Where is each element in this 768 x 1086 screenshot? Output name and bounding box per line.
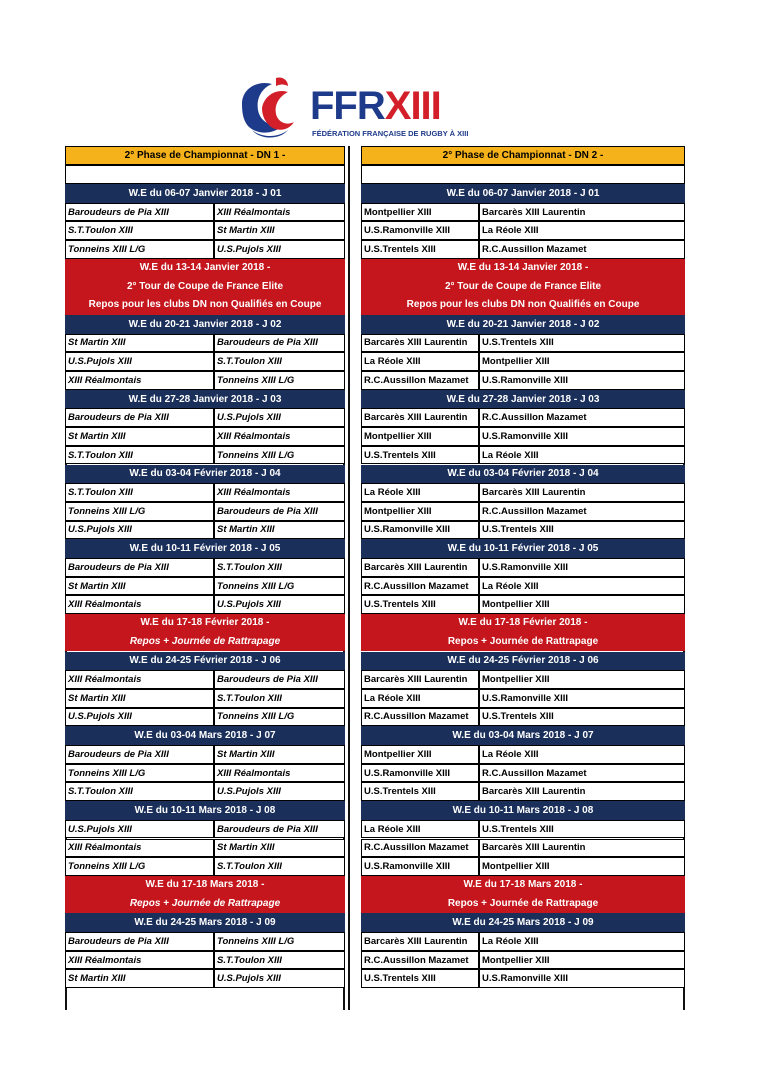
dn1-home-team: Tonneins XIII L/G xyxy=(65,502,214,521)
dn1-away-team: U.S.Pujols XIII xyxy=(214,408,345,427)
dn1-home-team: Baroudeurs de Pia XIII xyxy=(65,745,214,764)
dn1-away-team: Baroudeurs de Pia XIII xyxy=(214,670,345,689)
dn2-round-title: W.E du 10-11 Février 2018 - J 05 xyxy=(361,539,685,558)
dn2-home-team: U.S.Ramonville XIII xyxy=(361,857,479,876)
dn1-round-title: W.E du 24-25 Mars 2018 - J 09 xyxy=(65,913,345,932)
dn1-away-team: St Martin XIII xyxy=(214,521,345,540)
dn2-home-team: U.S.Trentels XIII xyxy=(361,595,479,614)
dn2-away-team: Montpellier XIII xyxy=(479,670,685,689)
dn2-away-team: R.C.Aussillon Mazamet xyxy=(479,502,685,521)
dn2-away-team: Montpellier XIII xyxy=(479,595,685,614)
dn1-home-team: Baroudeurs de Pia XIII xyxy=(65,203,214,222)
dn1-away-team: S.T.Toulon XIII xyxy=(214,951,345,970)
dn2-rest-line: Repos pour les clubs DN non Qualifiés en Coupe xyxy=(406,299,640,311)
dn1-round-title: W.E du 27-28 Janvier 2018 - J 03 xyxy=(65,390,345,409)
dn2-away-team: La Réole XIII xyxy=(479,745,685,764)
dn1-home-team: S.T.Toulon XIII xyxy=(65,483,214,502)
dn2-rest-line: Repos + Journée de Rattrapage xyxy=(447,897,599,909)
dn1-round-title: W.E du 06-07 Janvier 2018 - J 01 xyxy=(65,184,345,203)
dn2-home-team: U.S.Trentels XIII xyxy=(361,782,479,801)
dn2-round-title: W.E du 24-25 Février 2018 - J 06 xyxy=(361,652,685,671)
dn1-home-team: U.S.Pujols XIII xyxy=(65,820,214,839)
dn2-home-team: R.C.Aussillon Mazamet xyxy=(361,951,479,970)
dn1-away-team: U.S.Pujols XIII xyxy=(214,782,345,801)
dn1-home-team: Baroudeurs de Pia XIII xyxy=(65,408,214,427)
dn1-away-team: St Martin XIII xyxy=(214,839,345,858)
dn2-away-team: U.S.Trentels XIII xyxy=(479,521,685,540)
dn1-away-team: U.S.Pujols XIII xyxy=(214,240,345,259)
dn2-home-team: U.S.Trentels XIII xyxy=(361,446,479,465)
dn1-rest-line: W.E du 13-14 Janvier 2018 - xyxy=(139,261,271,273)
dn2-away-team: R.C.Aussillon Mazamet xyxy=(479,764,685,783)
dn1-away-team: S.T.Toulon XIII xyxy=(214,689,345,708)
dn1-spacer xyxy=(65,165,345,184)
dn1-away-team: Tonneins XIII L/G xyxy=(214,577,345,596)
dn1-home-team: S.T.Toulon XIII xyxy=(65,782,214,801)
dn2-round-title: W.E du 10-11 Mars 2018 - J 08 xyxy=(361,801,685,820)
dn1-home-team: XIII Réalmontais xyxy=(65,839,214,858)
dn1-rest-block xyxy=(65,614,345,651)
dn2-home-team: La Réole XIII xyxy=(361,483,479,502)
dn1-home-team: XIII Réalmontais xyxy=(65,595,214,614)
dn1-home-team: U.S.Pujols XIII xyxy=(65,708,214,727)
dn2-rest-line: W.E du 17-18 Mars 2018 - xyxy=(463,878,583,890)
dn2-home-team: Montpellier XIII xyxy=(361,502,479,521)
dn1-rest-line: 2° Tour de Coupe de France Elite xyxy=(126,280,284,292)
dn2-away-team: R.C.Aussillon Mazamet xyxy=(479,408,685,427)
dn1-home-team: St Martin XIII xyxy=(65,969,214,988)
dn2-home-team: R.C.Aussillon Mazamet xyxy=(361,577,479,596)
dn2-rest-block xyxy=(361,614,685,651)
dn2-home-team: Barcarès XIII Laurentin xyxy=(361,558,479,577)
dn2-round-title: W.E du 24-25 Mars 2018 - J 09 xyxy=(361,913,685,932)
dn1-home-team: St Martin XIII xyxy=(65,577,214,596)
dn1-away-team: Tonneins XIII L/G xyxy=(214,932,345,951)
dn2-rest-line: W.E du 17-18 Février 2018 - xyxy=(458,617,588,629)
dn1-round-title: W.E du 10-11 Mars 2018 - J 08 xyxy=(65,801,345,820)
dn2-rest-line: Repos + Journée de Rattrapage xyxy=(447,635,599,647)
dn1-home-team: S.T.Toulon XIII xyxy=(65,446,214,465)
dn1-home-team: St Martin XIII xyxy=(65,689,214,708)
dn1-rest-line: W.E du 17-18 Mars 2018 - xyxy=(145,878,265,890)
dn2-away-team: U.S.Trentels XIII xyxy=(479,334,685,353)
dn1-round-title: W.E du 20-21 Janvier 2018 - J 02 xyxy=(65,315,345,334)
dn1-away-team: U.S.Pujols XIII xyxy=(214,595,345,614)
dn1-home-team: Tonneins XIII L/G xyxy=(65,764,214,783)
rooster-icon xyxy=(232,74,304,142)
dn2-spacer xyxy=(361,165,685,184)
dn1-home-team: XIII Réalmontais xyxy=(65,951,214,970)
dn2-home-team: Montpellier XIII xyxy=(361,745,479,764)
dn1-round-title: W.E du 03-04 Février 2018 - J 04 xyxy=(65,465,345,484)
dn2-home-team: R.C.Aussillon Mazamet xyxy=(361,839,479,858)
dn1-away-team: Baroudeurs de Pia XIII xyxy=(214,820,345,839)
dn2-away-team: U.S.Ramonville XIII xyxy=(479,689,685,708)
dn2-home-team: R.C.Aussillon Mazamet xyxy=(361,708,479,727)
dn1-home-team: U.S.Pujols XIII xyxy=(65,521,214,540)
dn1-away-team: S.T.Toulon XIII xyxy=(214,857,345,876)
dn1-home-team: Baroudeurs de Pia XIII xyxy=(65,932,214,951)
dn2-rest-block xyxy=(361,876,685,913)
dn2-rest-line: W.E du 13-14 Janvier 2018 - xyxy=(457,261,589,273)
dn1-away-team: Baroudeurs de Pia XIII xyxy=(214,502,345,521)
dn2-away-team: Montpellier XIII xyxy=(479,352,685,371)
dn1-away-team: XIII Réalmontais xyxy=(214,427,345,446)
dn1-home-team: Tonneins XIII L/G xyxy=(65,857,214,876)
dn1-rest-block xyxy=(65,876,345,913)
fixtures-table xyxy=(65,146,685,1010)
dn2-rest-block xyxy=(361,259,685,315)
dn2-away-team: La Réole XIII xyxy=(479,577,685,596)
dn2-away-team: Barcarès XIII Laurentin xyxy=(479,483,685,502)
dn1-rest-line: Repos + Journée de Rattrapage xyxy=(129,897,281,909)
dn1-round-title: W.E du 24-25 Février 2018 - J 06 xyxy=(65,652,345,671)
dn2-home-team: Barcarès XIII Laurentin xyxy=(361,334,479,353)
dn2-away-team: La Réole XIII xyxy=(479,932,685,951)
dn2-away-team: U.S.Ramonville XIII xyxy=(479,558,685,577)
dn1-phase-header: 2° Phase de Championnat - DN 1 - xyxy=(65,146,345,165)
dn2-home-team: R.C.Aussillon Mazamet xyxy=(361,371,479,390)
dn2-away-team: La Réole XIII xyxy=(479,446,685,465)
dn2-rest-line: 2° Tour de Coupe de France Elite xyxy=(444,280,602,292)
dn2-home-team: La Réole XIII xyxy=(361,689,479,708)
dn2-away-team: Montpellier XIII xyxy=(479,951,685,970)
dn1-away-team: Tonneins XIII L/G xyxy=(214,708,345,727)
dn2-home-team: U.S.Ramonville XIII xyxy=(361,521,479,540)
dn2-home-team: U.S.Ramonville XIII xyxy=(361,221,479,240)
dn2-away-team: Barcarès XIII Laurentin xyxy=(479,839,685,858)
dn1-home-team: XIII Réalmontais xyxy=(65,371,214,390)
dn1-home-team: S.T.Toulon XIII xyxy=(65,221,214,240)
dn2-home-team: La Réole XIII xyxy=(361,352,479,371)
dn2-home-team: U.S.Trentels XIII xyxy=(361,240,479,259)
dn1-away-team: Tonneins XIII L/G xyxy=(214,446,345,465)
dn2-phase-header: 2° Phase de Championnat - DN 2 - xyxy=(361,146,685,165)
dn2-round-title: W.E du 20-21 Janvier 2018 - J 02 xyxy=(361,315,685,334)
dn1-rest-line: W.E du 17-18 Février 2018 - xyxy=(140,617,270,629)
dn2-away-team: Montpellier XIII xyxy=(479,857,685,876)
dn1-away-team: St Martin XIII xyxy=(214,745,345,764)
dn2-round-title: W.E du 06-07 Janvier 2018 - J 01 xyxy=(361,184,685,203)
dn2-away-team: R.C.Aussillon Mazamet xyxy=(479,240,685,259)
dn2-round-title: W.E du 03-04 Mars 2018 - J 07 xyxy=(361,726,685,745)
dn2-home-team: Montpellier XIII xyxy=(361,427,479,446)
dn2-away-team: U.S.Ramonville XIII xyxy=(479,969,685,988)
dn2-home-team: Barcarès XIII Laurentin xyxy=(361,670,479,689)
dn1-home-team: St Martin XIII xyxy=(65,427,214,446)
dn1-away-team: Tonneins XIII L/G xyxy=(214,371,345,390)
dn2-home-team: U.S.Ramonville XIII xyxy=(361,764,479,783)
dn1-round-title: W.E du 10-11 Février 2018 - J 05 xyxy=(65,539,345,558)
ffr-logo xyxy=(232,74,477,146)
dn2-home-team: Barcarès XIII Laurentin xyxy=(361,408,479,427)
dn1-home-team: XIII Réalmontais xyxy=(65,670,214,689)
dn1-round-title: W.E du 03-04 Mars 2018 - J 07 xyxy=(65,726,345,745)
logo-subtitle: FÉDÉRATION FRANÇAISE DE RUGBY À XIII xyxy=(312,129,469,138)
dn1-away-team: S.T.Toulon XIII xyxy=(214,558,345,577)
dn2-away-team: Barcarès XIII Laurentin xyxy=(479,203,685,222)
dn1-away-team: St Martin XIII xyxy=(214,221,345,240)
dn2-home-team: Montpellier XIII xyxy=(361,203,479,222)
dn1-away-team: U.S.Pujols XIII xyxy=(214,969,345,988)
dn2-round-title: W.E du 27-28 Janvier 2018 - J 03 xyxy=(361,390,685,409)
dn1-home-team: U.S.Pujols XIII xyxy=(65,352,214,371)
dn1-home-team: St Martin XIII xyxy=(65,334,214,353)
dn1-away-team: Baroudeurs de Pia XIII xyxy=(214,334,345,353)
dn2-home-team: Barcarès XIII Laurentin xyxy=(361,932,479,951)
dn1-away-team: XIII Réalmontais xyxy=(214,764,345,783)
dn2-away-team: U.S.Trentels XIII xyxy=(479,820,685,839)
dn2-away-team: Barcarès XIII Laurentin xyxy=(479,782,685,801)
dn2-away-team: U.S.Ramonville XIII xyxy=(479,427,685,446)
dn1-away-team: S.T.Toulon XIII xyxy=(214,352,345,371)
dn1-away-team: XIII Réalmontais xyxy=(214,203,345,222)
dn2-home-team: U.S.Trentels XIII xyxy=(361,969,479,988)
table-rule xyxy=(348,146,350,1010)
logo-wordmark: FFRXIII xyxy=(310,84,441,128)
dn2-home-team: La Réole XIII xyxy=(361,820,479,839)
dn2-away-team: La Réole XIII xyxy=(479,221,685,240)
dn1-rest-line: Repos pour les clubs DN non Qualifiés en Coupe xyxy=(88,299,322,311)
dn1-rest-block xyxy=(65,259,345,315)
dn1-home-team: Baroudeurs de Pia XIII xyxy=(65,558,214,577)
dn2-round-title: W.E du 03-04 Février 2018 - J 04 xyxy=(361,465,685,484)
dn1-rest-line: Repos + Journée de Rattrapage xyxy=(129,635,281,647)
dn2-away-team: U.S.Ramonville XIII xyxy=(479,371,685,390)
dn1-away-team: XIII Réalmontais xyxy=(214,483,345,502)
dn1-home-team: Tonneins XIII L/G xyxy=(65,240,214,259)
dn2-away-team: U.S.Trentels XIII xyxy=(479,708,685,727)
